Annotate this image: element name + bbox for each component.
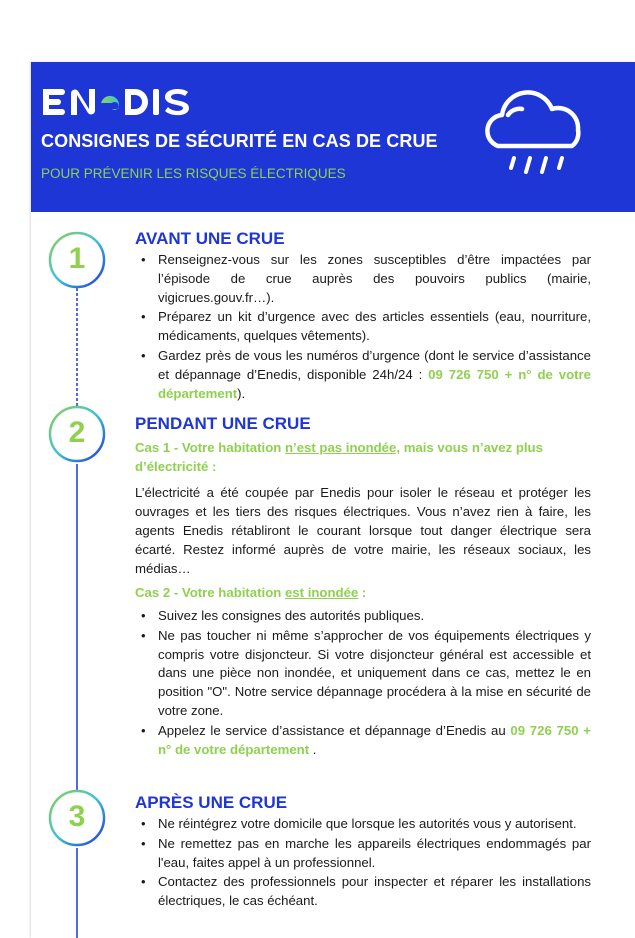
step-number-2: 2 <box>68 416 86 449</box>
pendant-list <box>133 607 591 760</box>
emergency-phone: 09 726 750 + n° de votre département <box>158 722 591 757</box>
section-title-pendant: PENDANT UNE CRUE <box>135 414 311 433</box>
header-banner <box>31 62 635 212</box>
case-2-heading: Cas 2 - Votre habitation est inondée : <box>135 585 367 600</box>
list-item: • Suivez les consignes des autorités publiques. <box>141 608 425 623</box>
list-item: • Appelez le service d’assistance et dépannage d’Enedis au 09 726 750 + n° de votre département . <box>141 722 591 757</box>
list-item: • Ne pas toucher ni même s’approcher de vos équipements électriques y compris votre disjoncteur. Si votre disjoncteur général est accessible et dans une pièce non inondée, et uniquement dans ce cas, mettez le en position "O". Notre service dépannage procédera à la mise en sécurité de votre zone. <box>141 627 591 718</box>
list-item: • Renseignez-vous sur les zones susceptibles d’être impactées par l’épisode de crue auprès des pouvoirs publics (mairie, vigicrues.gouv.fr…). <box>141 252 591 305</box>
section-title-apres: APRÈS UNE CRUE <box>135 793 288 812</box>
step-number-1: 1 <box>68 242 86 275</box>
page-subtitle: POUR PRÉVENIR LES RISQUES ÉLECTRIQUES <box>41 166 346 181</box>
document-page <box>31 62 635 938</box>
emergency-phone: 09 726 750 + n° de votre département <box>158 366 591 401</box>
case-1-text: L’électricité a été coupée par Enedis pour isoler le réseau et protéger les ouvrages et les tiers des risques électriques. Vous n’avez rien à faire, les agents Enedis rétabliront le courant lorsque tout danger électrique sera écarté. Restez informé auprès de votre mairie, les réseaux sociaux, les médias… <box>135 485 591 576</box>
cloud-rain-icon <box>480 84 590 184</box>
list-item: • Ne remettez pas en marche les appareils électriques endommagés par l'eau, faites appel à un professionnel. <box>141 835 591 870</box>
list-item: • Préparez un kit d’urgence avec des articles essentiels (eau, nourriture, médicaments, quelques vêtements). <box>141 309 591 344</box>
list-item: • Contactez des professionnels pour inspecter et réparer les installations électriques, le cas échéant. <box>141 874 591 909</box>
avant-list <box>133 251 591 404</box>
list-item: • Ne réintégrez votre domicile que lorsque les autorités vous y autorisent. <box>141 816 577 831</box>
apres-list <box>133 815 591 912</box>
page-title: CONSIGNES DE SÉCURITÉ EN CAS DE CRUE <box>41 131 438 151</box>
step-number-3: 3 <box>68 800 86 833</box>
case-1-heading: Cas 1 - Votre habitation n’est pas inondée, mais vous n’avez plus d’électricité : <box>135 440 543 474</box>
list-item: • Gardez près de vous les numéros d’urgence (dont le service d’assistance et dépannage d’Enedis, disponible 24h/24 : 09 726 750 + n° de votre département). <box>141 347 591 401</box>
section-title-avant: AVANT UNE CRUE <box>135 229 285 248</box>
